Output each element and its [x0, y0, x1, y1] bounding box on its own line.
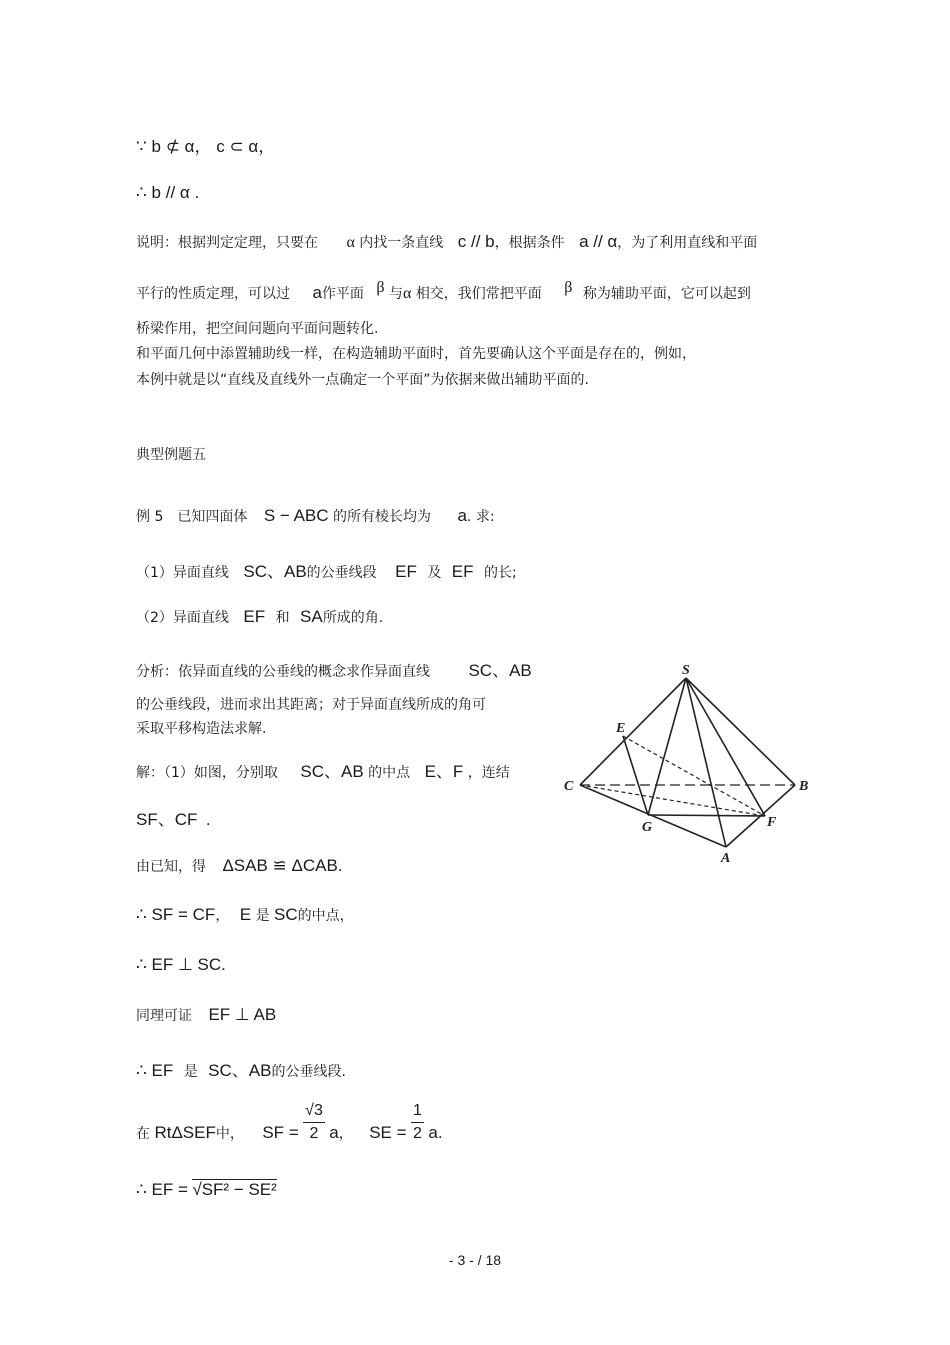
section-heading: 典型例题五: [136, 447, 206, 463]
segment-SF: [686, 678, 765, 816]
note-line-1: 说明：根据判定定理，只要在 α 内找一条直线 c // b，根据条件 a // α，为了利用直线和平面: [136, 232, 758, 251]
edge-SA: [686, 678, 726, 847]
step-ef-perp-sc: ∴ EF ⊥ SC.: [136, 955, 226, 974]
fraction-1-over-2: $\frac{1}{2}$: [413, 1102, 422, 1142]
analysis-line-3: 采取平移构造法求解.: [136, 721, 267, 737]
question-2: （2）异面直线 EF 和 SA所成的角.: [136, 607, 384, 626]
label-G: G: [642, 820, 653, 835]
label-B: B: [799, 779, 809, 794]
line-conclusion: ∴ b // α .: [136, 183, 200, 202]
step-ef-formula: ∴ EF = √SF² − SE²: [136, 1180, 277, 1199]
step-common-perp: ∴ EF 是 SC、AB的公垂线段.: [136, 1061, 346, 1080]
analysis-line-1: 分析：依异面直线的公垂线的概念求作异面直线 SC、AB: [136, 661, 532, 680]
note-line-4: 和平面几何中添置辅助线一样，在构造辅助平面时，首先要确认这个平面是存在的，例如，: [136, 346, 696, 362]
example-statement: 例 5 已知四面体 S − ABC 的所有棱长均为 a. 求:: [136, 506, 495, 525]
label-C: C: [564, 779, 574, 794]
label-F: F: [767, 815, 777, 830]
label-E: E: [616, 721, 626, 736]
analysis-line-2: 的公垂线段，进而求出其距离；对于异面直线所成的角可: [136, 697, 486, 713]
note-line-2: 平行的性质定理，可以过 a作平面 β 与α 相交，我们常把平面 β 称为辅助平面，它可以起到: [136, 279, 751, 302]
edge-SG: [648, 678, 686, 815]
congruence-line: 由已知，得 ΔSAB ≌ ΔCAB.: [136, 856, 343, 875]
fraction-sqrt3-over-2: $\frac{√3}{2}$: [305, 1102, 323, 1142]
segment-CF-hidden: [580, 785, 765, 816]
note-line-3: 桥梁作用，把空间问题向平面问题转化.: [136, 321, 379, 337]
tetrahedron-figure: [560, 660, 820, 870]
note-line-5: 本例中就是以“直线及直线外一点确定一个平面”为依据来做出辅助平面的.: [136, 372, 589, 388]
step-right-triangle: 在 RtΔSEF中， SF = $\frac{√3}{2}$ a， SE = $\frac{1}{2}$ a.: [136, 1100, 443, 1145]
solution-line-1: 解：（1）如图，分别取 SC、AB 的中点 E、F ，连结: [136, 762, 510, 781]
line-given: ∵ b ⊄ α， c ⊂ α，: [136, 137, 276, 156]
step-ef-perp-ab: 同理可证 EF ⊥ AB: [136, 1005, 277, 1024]
label-S: S: [682, 663, 690, 678]
segment-GF: [648, 815, 765, 816]
edge-SB: [686, 678, 795, 785]
page-number: - 3 - / 18: [448, 1252, 502, 1268]
question-1: （1）异面直线 SC、AB的公垂线段 EF 及 EF 的长;: [136, 562, 517, 581]
step-sf-cf: ∴ SF = CF， E 是 SC的中点，: [136, 905, 354, 924]
solution-line-2: SF、CF .: [136, 810, 211, 829]
label-A: A: [721, 851, 731, 866]
